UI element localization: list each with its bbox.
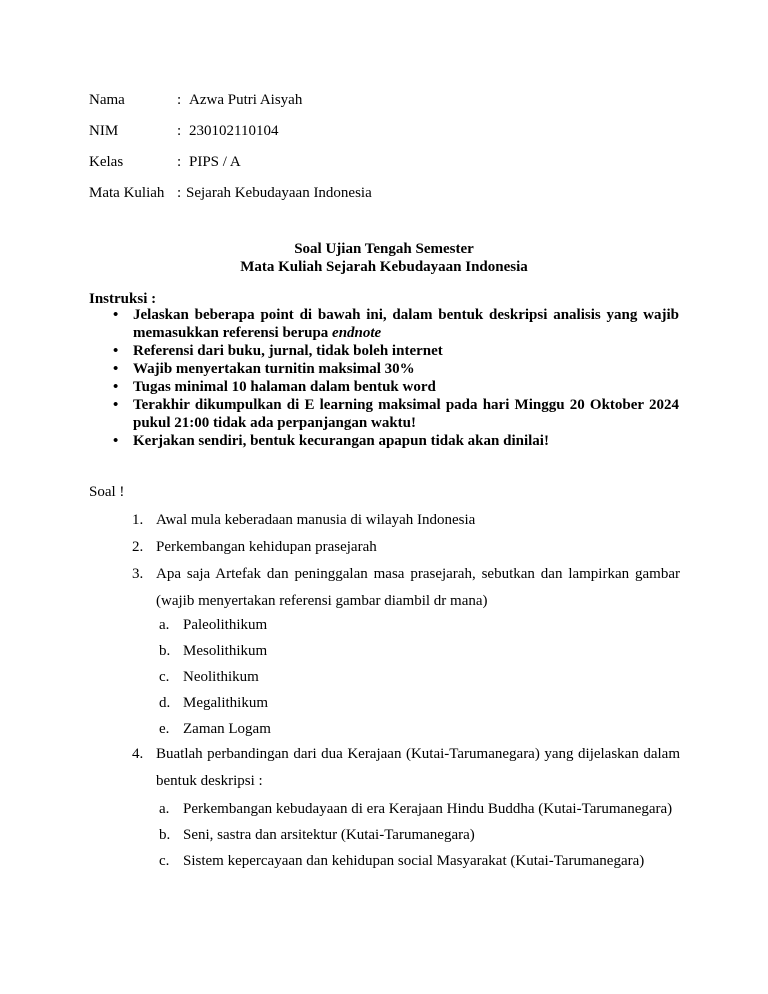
sub-item bbox=[159, 615, 267, 635]
question-item bbox=[132, 534, 680, 561]
course-title: Mata Kuliah Sejarah Kebudayaan Indonesia bbox=[240, 259, 528, 275]
sub-letter: b. bbox=[159, 827, 171, 843]
identity-colon: : bbox=[177, 92, 182, 108]
question-item bbox=[132, 507, 680, 534]
question-number: 4. bbox=[132, 746, 144, 762]
question-item bbox=[132, 741, 680, 795]
identity-row-kelas bbox=[89, 152, 241, 172]
sub-item bbox=[159, 641, 267, 661]
instruction-text: Terakhir dikumpulkan di E learning maksimal pada hari Minggu 20 Oktober 2024 pukul 21:00 tidak ada perpanjangan waktu! bbox=[133, 397, 679, 431]
instruction-item bbox=[89, 396, 679, 432]
sub-text: Perkembangan kebudayaan di era Kerajaan Hindu Buddha (Kutai-Tarumanegara) bbox=[183, 801, 673, 817]
sub-letter: a. bbox=[159, 801, 170, 817]
sub-text: Megalithikum bbox=[183, 695, 268, 711]
bullet-icon: • bbox=[113, 307, 119, 323]
identity-value: Sejarah Kebudayaan Indonesia bbox=[186, 185, 372, 201]
sub-text: Mesolithikum bbox=[183, 643, 268, 659]
sub-letter: c. bbox=[159, 853, 170, 869]
identity-label: NIM bbox=[89, 123, 119, 139]
sub-text: Paleolithikum bbox=[183, 617, 268, 633]
identity-row-mata-kuliah bbox=[89, 183, 372, 203]
bullet-icon: • bbox=[113, 361, 119, 377]
question-number: 3. bbox=[132, 566, 144, 582]
identity-label: Nama bbox=[89, 92, 125, 108]
sub-text: Seni, sastra dan arsitektur (Kutai-Tarumanegara) bbox=[183, 827, 475, 843]
instructions-heading: Instruksi : bbox=[89, 291, 157, 307]
sub-item bbox=[159, 851, 644, 871]
identity-value: Azwa Putri Aisyah bbox=[189, 92, 303, 108]
sub-text: Zaman Logam bbox=[183, 721, 271, 737]
instruction-item bbox=[89, 306, 679, 342]
question-text: Buatlah perbandingan dari dua Kerajaan (Kutai-Tarumanegara) yang dijelaskan dalam bentuk deskripsi : bbox=[156, 746, 680, 789]
identity-colon: : bbox=[177, 123, 182, 139]
exam-title: Soal Ujian Tengah Semester bbox=[294, 241, 474, 257]
sub-letter: c. bbox=[159, 669, 170, 685]
sub-letter: b. bbox=[159, 643, 171, 659]
bullet-icon: • bbox=[113, 379, 119, 395]
bullet-icon: • bbox=[113, 433, 119, 449]
question-number: 1. bbox=[132, 512, 144, 528]
sub-letter: a. bbox=[159, 617, 170, 633]
sub-item bbox=[159, 719, 271, 739]
sub-item bbox=[159, 667, 259, 687]
instruction-text: Tugas minimal 10 halaman dalam bentuk word bbox=[133, 379, 436, 395]
instruction-emphasis: endnote bbox=[332, 325, 382, 341]
sub-letter: e. bbox=[159, 721, 170, 737]
identity-colon: : bbox=[177, 185, 182, 201]
identity-label: Kelas bbox=[89, 154, 124, 170]
question-number: 2. bbox=[132, 539, 144, 555]
instruction-item bbox=[89, 378, 679, 396]
identity-colon: : bbox=[177, 154, 182, 170]
instruction-item bbox=[89, 360, 679, 378]
instruction-text: Wajib menyertakan turnitin maksimal 30% bbox=[133, 361, 415, 377]
identity-value: PIPS / A bbox=[189, 154, 241, 170]
sub-letter: d. bbox=[159, 695, 171, 711]
question-text: Perkembangan kehidupan prasejarah bbox=[156, 539, 377, 555]
sub-text: Sistem kepercayaan dan kehidupan social Masyarakat (Kutai-Tarumanegara) bbox=[183, 853, 645, 869]
bullet-icon: • bbox=[113, 343, 119, 359]
instruction-text: Referensi dari buku, jurnal, tidak boleh internet bbox=[133, 343, 443, 359]
bullet-icon: • bbox=[113, 397, 119, 413]
identity-value: 230102110104 bbox=[189, 123, 279, 139]
identity-label: Mata Kuliah bbox=[89, 185, 165, 201]
instruction-item bbox=[89, 432, 679, 450]
instruction-text: Kerjakan sendiri, bentuk kecurangan apapun tidak akan dinilai! bbox=[133, 433, 549, 449]
question-text: Awal mula keberadaan manusia di wilayah Indonesia bbox=[156, 512, 476, 528]
sub-text: Neolithikum bbox=[183, 669, 259, 685]
instructions-list bbox=[89, 306, 679, 450]
identity-row-nama bbox=[89, 90, 302, 110]
question-text: Apa saja Artefak dan peninggalan masa prasejarah, sebutkan dan lampirkan gambar (wajib menyertakan referensi gambar diambil dr mana) bbox=[156, 566, 680, 609]
sub-item bbox=[159, 825, 475, 845]
instruction-text: Jelaskan beberapa point di bawah ini, dalam bentuk deskripsi analisis yang wajib memasukkan referensi berupa bbox=[133, 307, 679, 341]
identity-row-nim bbox=[89, 121, 278, 141]
questions-heading: Soal ! bbox=[89, 484, 125, 500]
question-item bbox=[132, 561, 680, 615]
sub-item bbox=[159, 693, 268, 713]
instruction-item bbox=[89, 342, 679, 360]
sub-item bbox=[159, 799, 672, 819]
